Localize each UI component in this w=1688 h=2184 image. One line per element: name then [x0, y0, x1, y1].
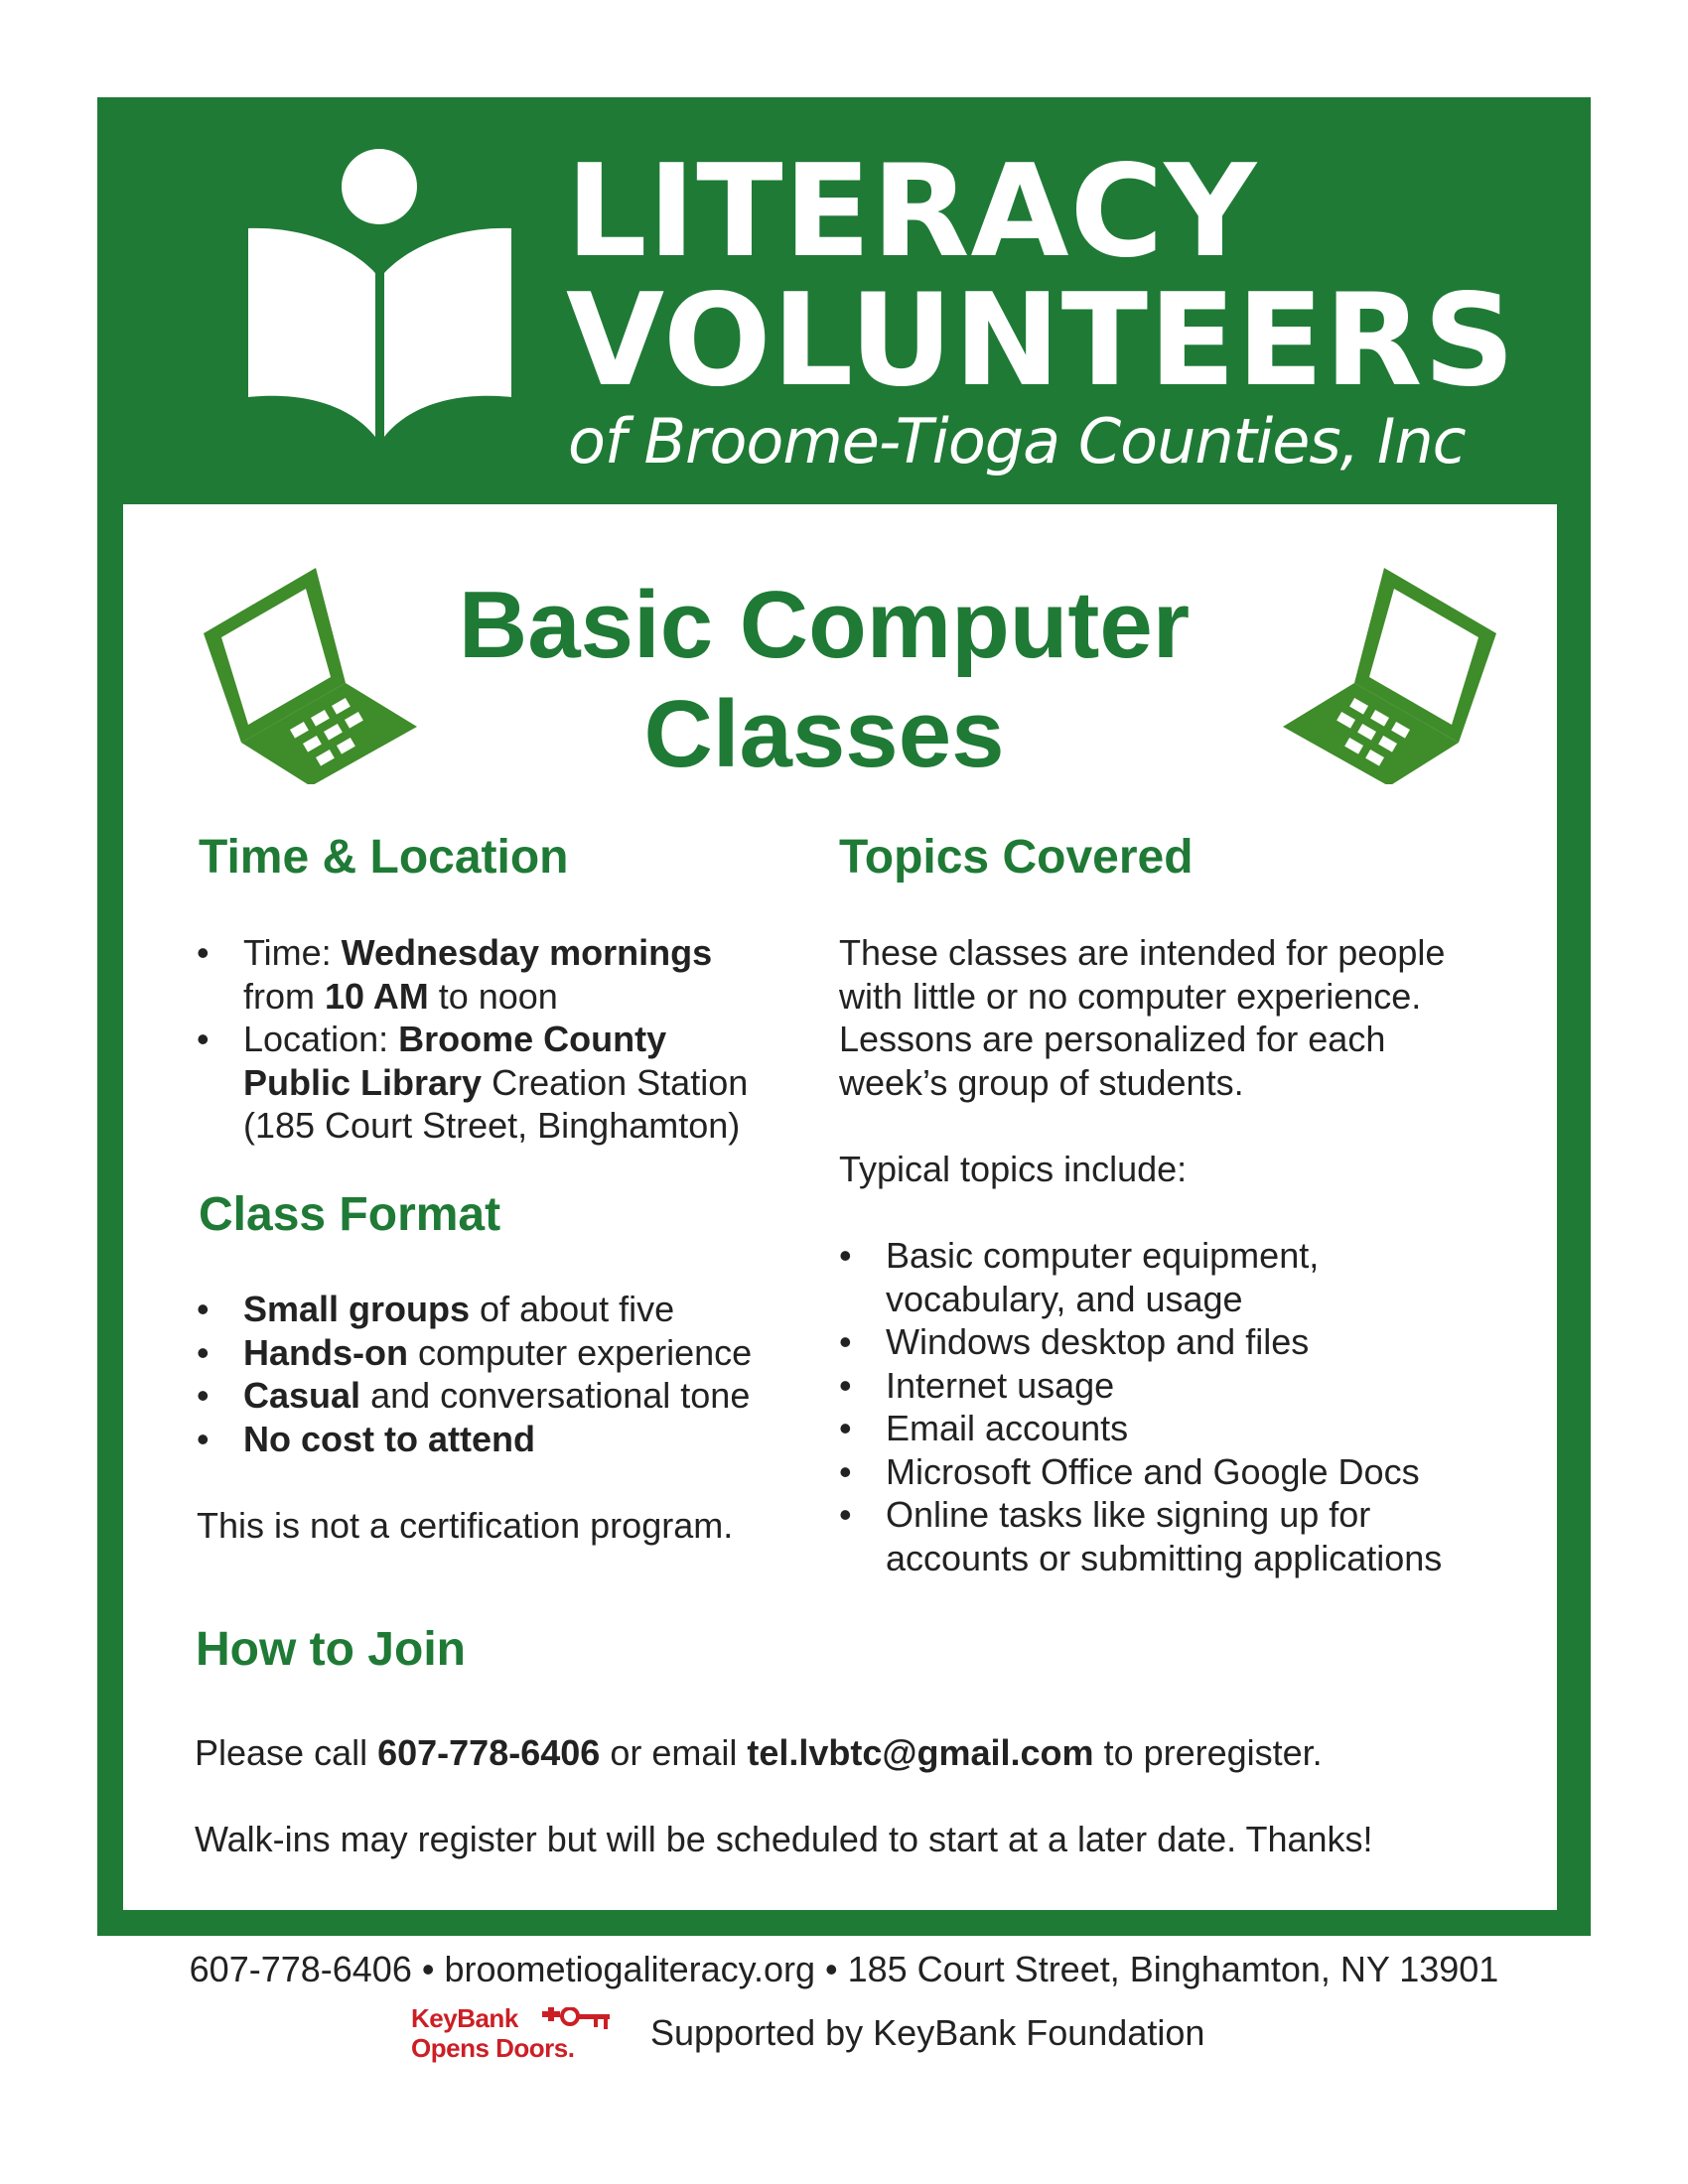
keybank-key-icon: [542, 2007, 612, 2033]
org-subtitle: of Broome-Tioga Counties, Inc: [568, 405, 1466, 478]
class-format-list: [197, 1288, 832, 1460]
list-item: • Hands-on computer experience: [197, 1331, 832, 1375]
email-address[interactable]: tel.lvbtc@gmail.com: [747, 1732, 1094, 1773]
time-location-list: [197, 931, 812, 1148]
page-title: [427, 571, 1221, 789]
title-line1: Basic Computer: [458, 572, 1191, 678]
list-item: • No cost to attend: [197, 1418, 832, 1461]
walkins-note: Walk-ins may register but will be scheduled to start at a later date. Thanks!: [195, 1819, 1373, 1859]
keybank-logo-bottom: Opens Doors.: [411, 2033, 575, 2063]
list-item: • Basic computer equipment, vocabulary, and usage: [839, 1234, 1534, 1320]
title-line2: Classes: [643, 681, 1005, 787]
laptop-icon: [1273, 556, 1501, 784]
footer-contact: 607-778-6406 • broometiogaliteracy.org • 185 Court Street, Binghamton, NY 13901: [189, 1949, 1499, 1989]
list-item: • Time: Wednesday mornings from 10 AM to noon: [197, 931, 812, 1018]
org-name-line2: VOLUNTEERS: [566, 267, 1516, 415]
list-item: • Windows desktop and files: [839, 1320, 1534, 1364]
list-item: • Location: Broome County Public Library Creation Station (185 Court Street, Binghamton): [197, 1018, 812, 1148]
how-to-join-heading: How to Join: [196, 1623, 466, 1676]
open-book-reader-icon: [248, 149, 511, 437]
laptop-icon: [199, 556, 427, 784]
list-item: • Microsoft Office and Google Docs: [839, 1450, 1534, 1494]
list-item: • Email accounts: [839, 1407, 1534, 1450]
phone-number[interactable]: 607-778-6406: [377, 1732, 601, 1773]
keybank-logo-top: KeyBank: [411, 2003, 518, 2033]
time-location-heading: Time & Location: [199, 831, 569, 884]
list-item: • Internet usage: [839, 1364, 1534, 1408]
sponsor-text: Supported by KeyBank Foundation: [650, 2012, 1205, 2053]
list-item: • Small groups of about five: [197, 1288, 832, 1331]
certification-note: This is not a certification program.: [197, 1505, 734, 1546]
topics-intro: These classes are intended for people with little or no computer experience. Lessons are personalized for each week’s group of students.: [839, 932, 1446, 1103]
contact-instructions: Please call 607-778-6406 or email tel.lvbtc@gmail.com to preregister.: [195, 1732, 1323, 1773]
keybank-logo: [411, 2003, 615, 2073]
list-item: • Casual and conversational tone: [197, 1374, 832, 1418]
topics-heading: Topics Covered: [839, 831, 1194, 884]
list-item: • Online tasks like signing up for accounts or submitting applications: [839, 1493, 1534, 1579]
org-name-line1: LITERACY: [566, 138, 1258, 286]
typical-topics-label: Typical topics include:: [839, 1149, 1188, 1189]
class-format-heading: Class Format: [199, 1188, 501, 1241]
topics-list: [839, 1234, 1534, 1579]
